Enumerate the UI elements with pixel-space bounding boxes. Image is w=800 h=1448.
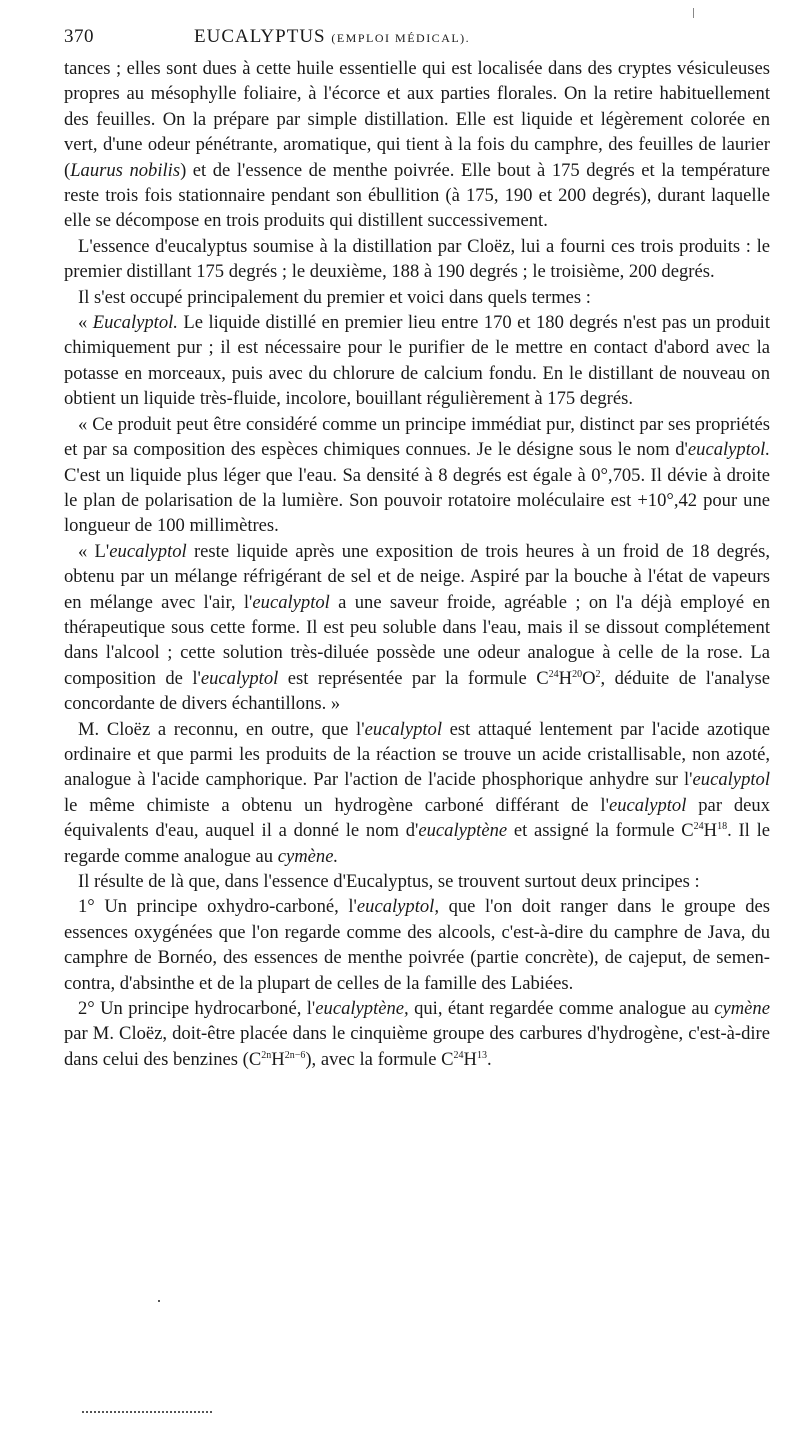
italic-run: Laurus nobilis bbox=[70, 159, 181, 181]
text-run: M. Cloëz a reconnu, en outre, que l' bbox=[78, 718, 365, 740]
superscript: 24 bbox=[693, 821, 704, 832]
text-run: ), avec la formule C bbox=[305, 1048, 454, 1070]
superscript: 13 bbox=[476, 1049, 487, 1061]
italic-run: eucalyptol bbox=[692, 769, 770, 791]
paragraph bbox=[64, 412, 770, 539]
italic-run: eucalyptol. bbox=[687, 439, 770, 461]
text-run: et assigné la formule C bbox=[507, 820, 694, 842]
text-run: H bbox=[558, 667, 573, 689]
text-run: que l'on doit ranger dans le groupe des essences oxygénées que l'on regarde comme des alcools, c'est-à-dire du camphre de Java, du camphre de Bornéo, des essences de menthe poivrée (partie concrète), de cajeput, de semen-contra, d'absinthe et de la plupart de celles de la famille des Labiées. bbox=[64, 896, 770, 994]
text-run: 1° Un principe oxhydro-carboné, l' bbox=[78, 896, 357, 918]
text-run: reste liquide après une exposition de trois heures à un froid de 18 degrés, obtenu par un mélange réfrigérant de sel et de neige. Aspiré par la bouche à l'état de vapeurs en mélange avec l'air, l' bbox=[64, 540, 771, 613]
text-run: « L' bbox=[78, 540, 110, 562]
text-run: par M. Cloëz, doit-être placée dans le cinquième groupe des carbures d'hydrogène, c'est-à-dire dans celui des benzines (C bbox=[64, 1023, 770, 1070]
superscript: 18 bbox=[717, 821, 728, 832]
superscript: 24 bbox=[453, 1049, 464, 1061]
paragraph bbox=[64, 717, 770, 869]
text-run: qui, étant regardée comme analogue au bbox=[408, 998, 715, 1020]
text-run: est attaqué lentement par l'acide azotique ordinaire et que parmi les produits de la réaction se trouve un acide cristallisable, non azoté, analogue à l'acide camphorique. Par l'action de l'acide phosphorique anhydre sur l' bbox=[64, 718, 770, 791]
running-header bbox=[64, 26, 770, 56]
paragraph bbox=[64, 539, 770, 717]
body-text bbox=[64, 56, 770, 1072]
running-title-main: EUCALYPTUS bbox=[194, 26, 326, 47]
text-run: H bbox=[703, 820, 718, 842]
text-run: L'essence d'eucalyptus soumise à la distillation par Cloëz, lui a fourni ces trois produits : le premier distillant 175 degrés ; le deuxième, 188 à 190 degrés ; le troisième, 200 degrés. bbox=[64, 235, 770, 283]
superscript: 2n bbox=[261, 1049, 272, 1061]
text-run: Le liquide distillé en premier lieu entre 170 et 180 degrés n'est pas un produit chimiquement pur ; il est nécessaire pour le purifier de le mettre en contact d'abord avec la potasse en morceaux, puis avec du chlorure de calcium fondu. En le distillant de nouveau on obtient un liquide très-fluide, incolore, bouillant régulièrement à 175 degrés. bbox=[64, 312, 770, 410]
text-run: , déduite de l'analyse concordante de divers échantillons. » bbox=[64, 667, 770, 715]
paragraph bbox=[64, 234, 770, 285]
italic-run: eucalyptol bbox=[200, 667, 279, 689]
text-run: a une saveur froide, agréable ; on l'a déjà employé en thérapeutique sous cette forme. Il est peu soluble dans l'eau, mais il se dissout complétement dans l'alcool ; cette solution très-diluée possède une odeur analogue à celle de la rose. La composition de l' bbox=[64, 591, 770, 689]
text-run: est représentée par la formule C bbox=[278, 667, 549, 689]
italic-run: eucalyptol bbox=[608, 794, 687, 816]
paragraph bbox=[64, 285, 770, 310]
text-run: O bbox=[582, 667, 596, 689]
text-run: ) et de l'essence de menthe poivrée. Elle bout à 175 degrés et la température reste trois fois stationnaire pendant son ébullition (à 175, 190 et 200 degrés), durant laquelle elle se décompose en trois produits qui distillent successivement. bbox=[64, 159, 770, 232]
page-number: 370 bbox=[64, 26, 94, 47]
text-run: le même chimiste a obtenu un hydrogène carboné différant de l' bbox=[64, 794, 609, 816]
paragraph bbox=[64, 310, 770, 412]
italic-run: eucalyptène, bbox=[315, 998, 409, 1020]
paragraph bbox=[64, 894, 770, 996]
text-run: 2° Un principe hydrocarboné, l' bbox=[78, 998, 316, 1020]
text-run: C'est un liquide plus léger que l'eau. Sa densité à 8 degrés est égale à 0°,705. Il dévie à droite le plan de polarisation de la lumière. Son pouvoir rotatoire moléculaire est +10°,42 pour une longueur de 100 millimètres. bbox=[64, 464, 770, 537]
text-run: « bbox=[78, 312, 93, 334]
text-run: « Ce produit peut être considéré comme un principe immédiat pur, distinct par ses propriétés et par sa composition des espèces chimiques connues. Je le désigne sous le nom d' bbox=[64, 413, 770, 461]
margin-mark bbox=[693, 8, 694, 18]
text-run: par deux équivalents d'eau, auquel il a donné le nom d' bbox=[64, 794, 771, 842]
footer-dotted-rule bbox=[82, 1411, 212, 1415]
text-run: Il résulte de là que, dans l'essence d'Eucalyptus, se trouvent surtout deux principes : bbox=[78, 871, 700, 892]
text-run: . Il le regarde comme analogue au bbox=[64, 820, 770, 867]
italic-run: eucalyptol bbox=[109, 540, 187, 562]
italic-run: eucalyptol, bbox=[356, 896, 439, 918]
running-title-sub: (EMPLOI MÉDICAL). bbox=[331, 31, 471, 45]
superscript: 24 bbox=[548, 668, 559, 680]
italic-run: eucalyptène bbox=[418, 820, 508, 842]
italic-run: eucalyptol bbox=[252, 591, 330, 613]
italic-run: cymène. bbox=[277, 845, 339, 867]
text-run: Il s'est occupé principalement du premier et voici dans quels termes : bbox=[78, 286, 591, 308]
superscript: 2 bbox=[595, 668, 601, 680]
running-title bbox=[194, 26, 470, 48]
superscript: 20 bbox=[572, 668, 583, 680]
book-page bbox=[64, 26, 770, 1072]
paragraph bbox=[64, 56, 770, 234]
stray-mark bbox=[158, 1300, 160, 1302]
paragraph bbox=[64, 869, 770, 894]
italic-run: eucalyptol bbox=[364, 718, 443, 740]
text-run: . bbox=[486, 1048, 492, 1070]
text-run: H bbox=[271, 1048, 285, 1070]
text-run: H bbox=[463, 1048, 477, 1070]
italic-run: Eucalyptol. bbox=[92, 312, 178, 334]
text-run: tances ; elles sont dues à cette huile essentielle qui est localisée dans des cryptes vésiculeuses propres au mésophylle foliaire, à l'écorce et aux parties florales. On la retire habituellement des feuilles. On la prépare par simple distillation. Elle est liquide et légèrement colorée en vert, d'une odeur pénétrante, aromatique, qui tient à la fois du camphre, des feuilles de laurier ( bbox=[64, 58, 770, 181]
superscript: 2n−6 bbox=[284, 1049, 306, 1061]
paragraph bbox=[64, 996, 770, 1072]
italic-run: cymène bbox=[714, 998, 770, 1020]
